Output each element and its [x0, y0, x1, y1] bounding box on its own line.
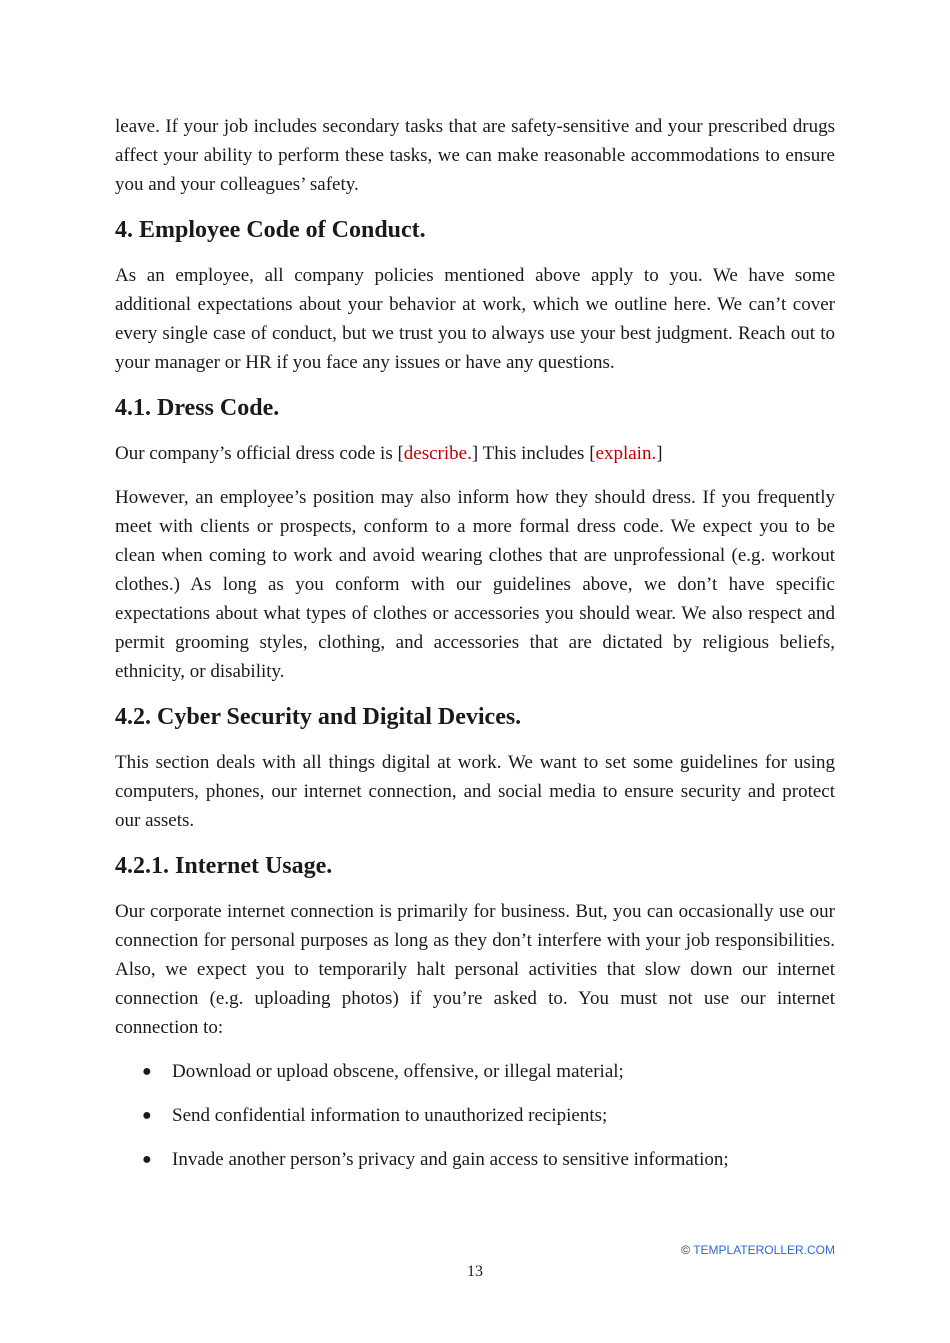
internet-usage-paragraph: Our corporate internet connection is primarily for business. But, you can occasionally use our connection for personal purposes as long as they don’t interfere with your job responsibilities. Also, we expect you to temporarily halt personal activities that slow down our internet connection (e.g. uploading photos) if you’re asked to. You must not use our internet connection to: — [115, 901, 835, 1038]
section-4-2-heading: 4.2. Cyber Security and Digital Devices. — [115, 704, 522, 730]
describe-placeholder: describe. — [403, 443, 472, 464]
page-number: 13 — [467, 1263, 483, 1280]
explain-placeholder: explain. — [595, 443, 657, 464]
list-item-text: Invade another person’s privacy and gain access to sensitive information; — [172, 1149, 729, 1170]
list-item — [115, 1101, 835, 1130]
brand-link[interactable]: TEMPLATEROLLER.COM — [693, 1243, 835, 1257]
list-item-text: Send confidential information to unauthorized recipients; — [172, 1105, 608, 1126]
continuation-paragraph: leave. If your job includes secondary tasks that are safety-sensitive and your prescribed drugs affect your ability to perform these tasks, we can make reasonable accommodations to ensure you and your colleagues’ safety. — [115, 116, 835, 195]
dress-code-paragraph: However, an employee’s position may also inform how they should dress. If you frequently meet with clients or prospects, conform to a more formal dress code. We expect you to be clean when coming to work and avoid wearing clothes that are unprofessional (e.g. workout clothes.) As long as you conform with our guidelines above, we don’t have specific expectations about what types of clothes or accessories you should wear. We also respect and permit grooming styles, clothing, and accessories that are dictated by religious beliefs, ethnicity, or disability. — [115, 487, 835, 682]
dress-code-text-2: ] This includes [ — [471, 443, 596, 464]
internet-usage-list — [115, 1057, 835, 1174]
bullet-icon: ● — [142, 1107, 152, 1124]
list-item — [115, 1057, 835, 1086]
section-4-1-heading: 4.1. Dress Code. — [115, 395, 280, 421]
dress-code-text-1: Our company’s official dress code is [ — [115, 443, 404, 464]
list-item — [115, 1145, 835, 1174]
dress-code-line — [115, 439, 835, 468]
section-4-2-1-heading: 4.2.1. Internet Usage. — [115, 853, 333, 879]
footer-credit — [681, 1242, 835, 1258]
section-4-paragraph: As an employee, all company policies mentioned above apply to you. We have some additional expectations about your behavior at work, which we outline here. We can’t cover every single case of conduct, but we trust you to always use your best judgment. Reach out to your manager or HR if you face any issues or have any questions. — [115, 265, 835, 373]
bullet-icon: ● — [142, 1063, 152, 1080]
copyright-icon: © — [681, 1243, 691, 1257]
section-4-heading: 4. Employee Code of Conduct. — [115, 217, 426, 243]
bullet-icon: ● — [142, 1151, 152, 1168]
section-4-2-paragraph: This section deals with all things digital at work. We want to set some guidelines for using computers, phones, our internet connection, and social media to ensure security and protect our assets. — [115, 752, 835, 831]
list-item-text: Download or upload obscene, offensive, or illegal material; — [172, 1061, 624, 1082]
document-page — [115, 112, 835, 1189]
dress-code-text-3: ] — [656, 443, 663, 464]
